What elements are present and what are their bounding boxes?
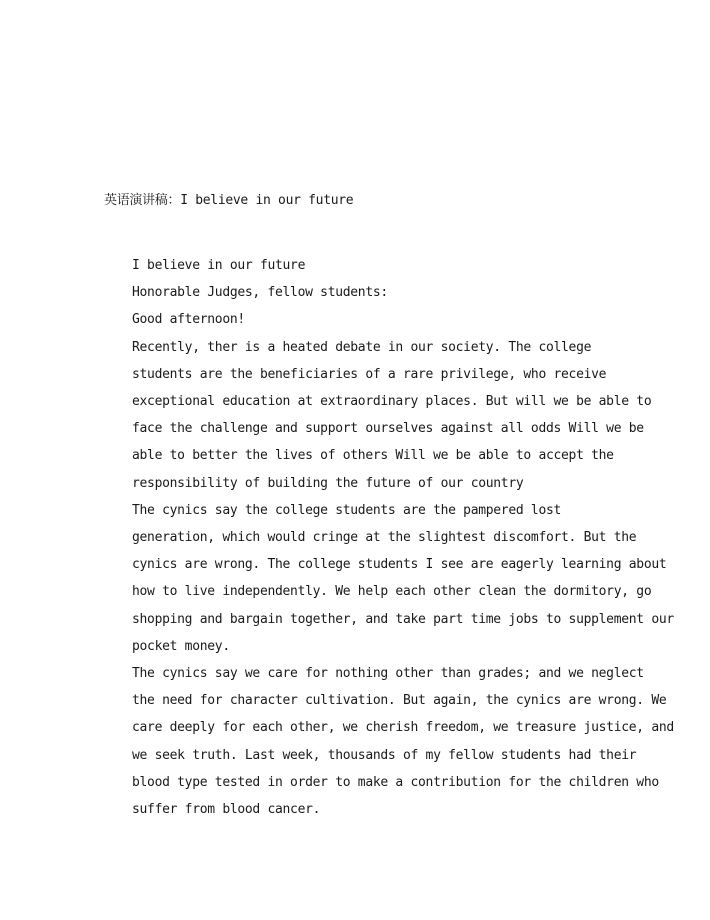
text-line: the need for character cultivation. But again, the cynics are wrong. We [132, 693, 667, 709]
text-line: Good afternoon! [132, 312, 245, 328]
text-line: exceptional education at extraordinary places. But will we be able to [132, 394, 652, 410]
document-title: 英语演讲稿：I believe in our future [104, 193, 354, 208]
text-line: care deeply for each other, we cherish freedom, we treasure justice, and [132, 720, 674, 736]
text-line: how to live independently. We help each other clean the dormitory, go [132, 584, 652, 600]
text-line: Recently, ther is a heated debate in our society. The college [132, 339, 592, 355]
text-line: we seek truth. Last week, thousands of my fellow students had their [132, 747, 637, 763]
paragraph-debate [104, 334, 652, 497]
text-line: pocket money. [132, 638, 230, 654]
paragraph-salutation [104, 279, 614, 306]
text-line: face the challenge and support ourselves against all odds Will we be [132, 421, 644, 437]
text-line: The cynics say the college students are the pampered lost [132, 502, 562, 518]
text-line: I believe in our future [132, 258, 306, 273]
paragraph-cynics-character [104, 660, 674, 823]
text-line: responsibility of building the future of our country [132, 475, 524, 491]
text-line: generation, which would cringe at the slightest discomfort. But the [132, 530, 637, 546]
text-line: students are the beneficiaries of a rare privilege, who receive [132, 366, 607, 382]
text-line: The cynics say we care for nothing other than grades; and we neglect [132, 666, 644, 682]
text-line: able to better the lives of others Will we be able to accept the [132, 448, 614, 464]
text-line: suffer from blood cancer. [132, 802, 321, 818]
speech-body [104, 252, 674, 823]
text-line: shopping and bargain together, and take part time jobs to supplement our [132, 611, 674, 627]
text-line: Honorable Judges, fellow students: [132, 285, 388, 301]
text-line: cynics are wrong. The college students I see are eagerly learning about [132, 557, 667, 573]
paragraph-cynics-independence [104, 497, 674, 660]
paragraph-greeting [104, 306, 614, 333]
paragraph-speech-title [104, 252, 614, 279]
text-line: blood type tested in order to make a contribution for the children who [132, 774, 659, 790]
